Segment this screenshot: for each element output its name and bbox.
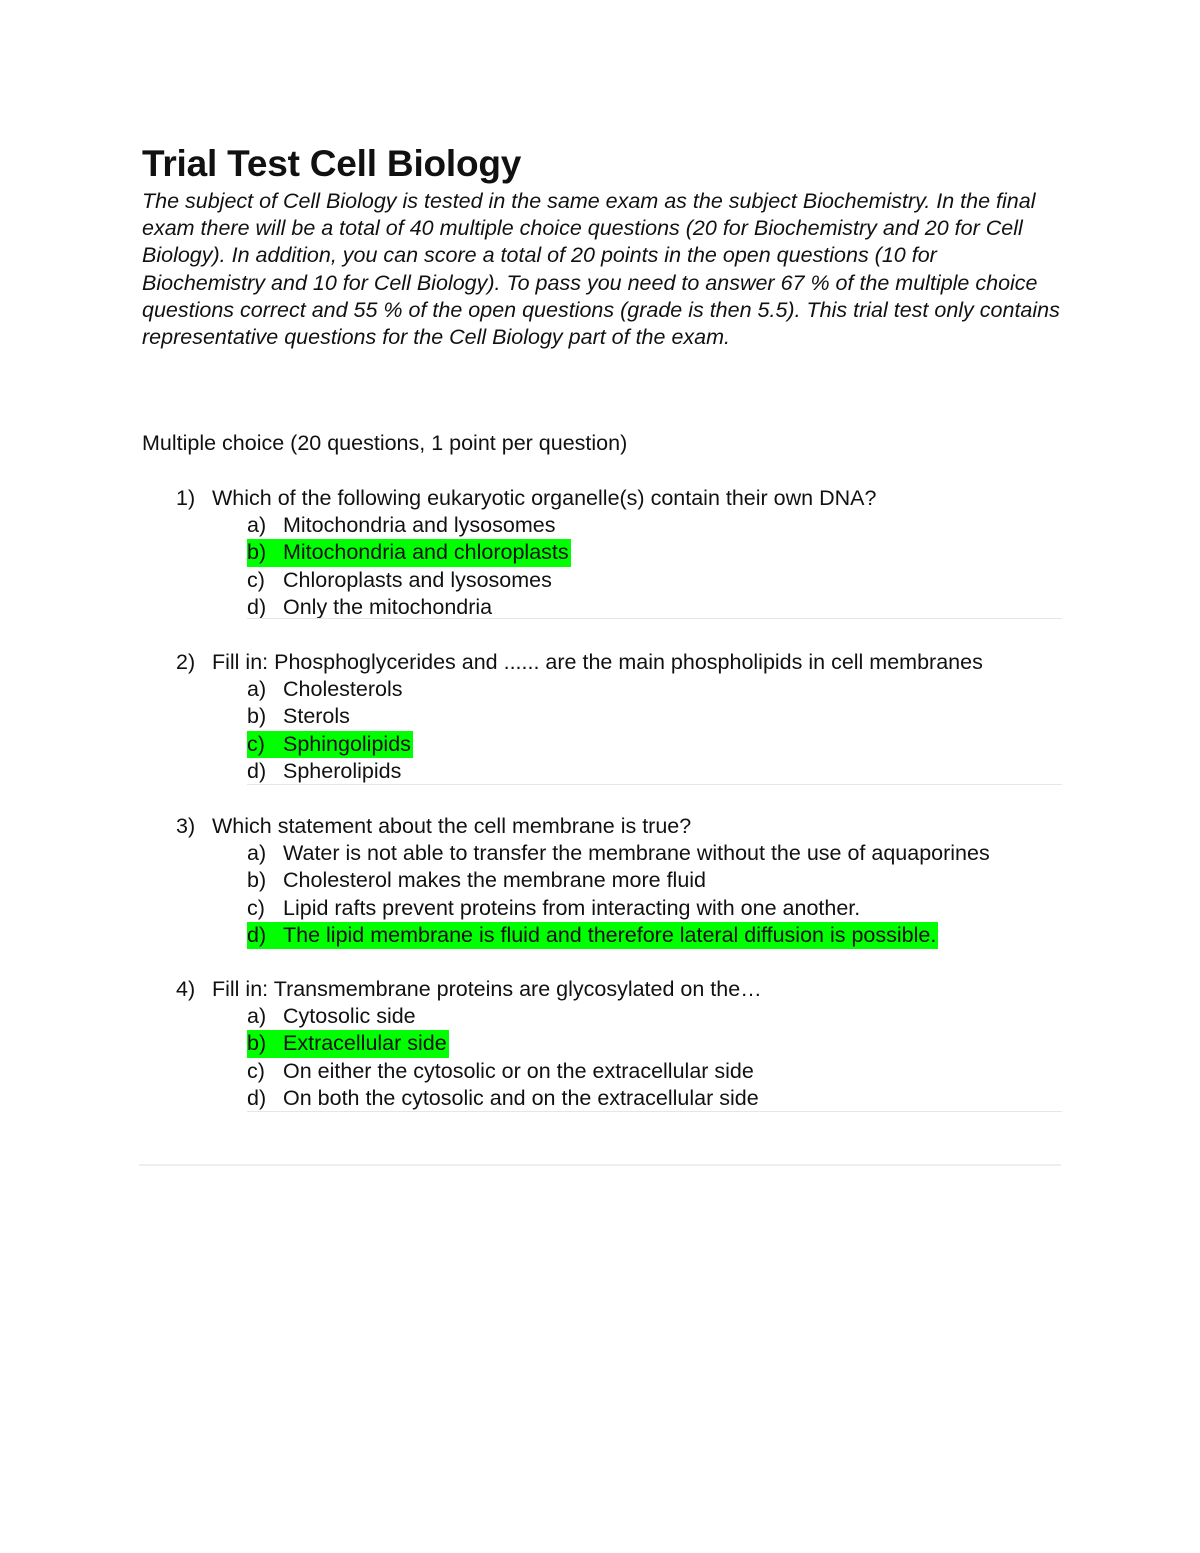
section-heading: Multiple choice (20 questions, 1 point per question) bbox=[142, 431, 628, 455]
question-number: 3) bbox=[176, 814, 196, 838]
question-line bbox=[142, 485, 1062, 512]
option-letter: a) bbox=[247, 1004, 267, 1029]
option-content bbox=[247, 676, 403, 703]
highlighted-answer bbox=[247, 1030, 449, 1057]
option-letter: d) bbox=[247, 1085, 267, 1110]
answer-option-d bbox=[142, 594, 1062, 621]
question-text: Fill in: Transmembrane proteins are glycosylated on the… bbox=[212, 977, 762, 1001]
option-letter: b) bbox=[247, 704, 267, 729]
option-letter: c) bbox=[247, 731, 265, 756]
answer-option-b bbox=[142, 1030, 1062, 1057]
answer-option-b bbox=[142, 539, 1062, 566]
question-divider bbox=[247, 1111, 1062, 1112]
option-letter: c) bbox=[247, 567, 265, 592]
option-content bbox=[247, 703, 350, 730]
answer-option-c bbox=[142, 731, 1062, 758]
answer-option-b bbox=[142, 703, 1062, 730]
option-content bbox=[247, 1003, 416, 1030]
option-text: Extracellular side bbox=[283, 1031, 447, 1056]
question-line bbox=[142, 976, 1062, 1003]
option-text: Water is not able to transfer the membrane without the use of aquaporines bbox=[283, 841, 990, 866]
option-content bbox=[247, 1085, 759, 1112]
option-text: Spherolipids bbox=[283, 758, 402, 783]
option-letter: d) bbox=[247, 758, 267, 783]
option-text: Cytosolic side bbox=[283, 1004, 416, 1029]
answer-option-a bbox=[142, 1003, 1062, 1030]
option-content bbox=[247, 567, 552, 594]
option-content bbox=[247, 895, 860, 922]
option-letter: a) bbox=[247, 513, 267, 538]
option-content bbox=[247, 758, 401, 785]
question-number: 1) bbox=[176, 486, 196, 510]
question-line bbox=[142, 649, 1062, 676]
option-letter: d) bbox=[247, 594, 267, 619]
option-text: On either the cytosolic or on the extracellular side bbox=[283, 1058, 754, 1083]
option-letter: c) bbox=[247, 1058, 265, 1083]
option-text: Cholesterol makes the membrane more fluid bbox=[283, 868, 707, 893]
option-text: On both the cytosolic and on the extracellular side bbox=[283, 1085, 759, 1110]
option-content bbox=[247, 840, 990, 867]
option-content bbox=[247, 867, 706, 894]
question-2 bbox=[142, 649, 1062, 785]
answer-option-c bbox=[142, 567, 1062, 594]
option-content bbox=[247, 512, 555, 539]
answer-option-d bbox=[142, 922, 1062, 949]
document-page bbox=[142, 140, 1062, 1110]
answer-option-d bbox=[142, 758, 1062, 785]
option-letter: b) bbox=[247, 540, 267, 565]
question-text: Which statement about the cell membrane is true? bbox=[212, 814, 692, 838]
option-text: Lipid rafts prevent proteins from interacting with one another. bbox=[283, 895, 861, 920]
answer-option-d bbox=[142, 1085, 1062, 1112]
answer-option-c bbox=[142, 895, 1062, 922]
highlighted-answer bbox=[247, 539, 571, 566]
option-text: Mitochondria and lysosomes bbox=[283, 513, 556, 538]
answer-option-a bbox=[142, 512, 1062, 539]
option-text: Cholesterols bbox=[283, 677, 403, 702]
highlighted-answer bbox=[247, 731, 413, 758]
question-3 bbox=[142, 813, 1062, 949]
question-divider bbox=[247, 784, 1062, 785]
option-letter: a) bbox=[247, 841, 267, 866]
option-letter: c) bbox=[247, 895, 265, 920]
option-text: The lipid membrane is fluid and therefore lateral diffusion is possible. bbox=[283, 922, 937, 947]
question-divider bbox=[247, 618, 1062, 619]
option-letter: b) bbox=[247, 868, 267, 893]
question-1 bbox=[142, 485, 1062, 621]
question-number: 4) bbox=[176, 977, 196, 1001]
answer-option-a bbox=[142, 676, 1062, 703]
option-text: Sphingolipids bbox=[283, 731, 411, 756]
question-4 bbox=[142, 976, 1062, 1112]
answer-option-a bbox=[142, 840, 1062, 867]
option-content bbox=[247, 1058, 754, 1085]
intro-paragraph: The subject of Cell Biology is tested in the same exam as the subject Biochemistry. In the final exam there will be a total of 40 multiple choice questions (20 for Biochemistry and 20 for Cell Biology). In addition, you can score a total of 20 points in the open questions (10 for Biochemistry and 10 for Cell Biology). To pass you need to answer 67 % of the multiple choice questions correct and 55 % of the open questions (grade is then 5.5). This trial test only contains representative questions for the Cell Biology part of the exam. bbox=[142, 189, 1060, 350]
answer-option-c bbox=[142, 1058, 1062, 1085]
option-letter: b) bbox=[247, 1031, 267, 1056]
option-text: Only the mitochondria bbox=[283, 594, 493, 619]
option-content bbox=[247, 594, 492, 621]
question-number: 2) bbox=[176, 650, 196, 674]
option-text: Mitochondria and chloroplasts bbox=[283, 540, 569, 565]
option-text: Chloroplasts and lysosomes bbox=[283, 567, 552, 592]
highlighted-answer bbox=[247, 922, 938, 949]
option-letter: d) bbox=[247, 922, 267, 947]
page-title: Trial Test Cell Biology bbox=[142, 143, 522, 184]
question-text: Fill in: Phosphoglycerides and ...... are the main phospholipids in cell membranes bbox=[212, 650, 983, 674]
question-text: Which of the following eukaryotic organelle(s) contain their own DNA? bbox=[212, 486, 877, 510]
answer-option-b bbox=[142, 867, 1062, 894]
option-letter: a) bbox=[247, 677, 267, 702]
question-line bbox=[142, 813, 1062, 840]
page-divider bbox=[139, 1164, 1061, 1166]
option-text: Sterols bbox=[283, 704, 350, 729]
